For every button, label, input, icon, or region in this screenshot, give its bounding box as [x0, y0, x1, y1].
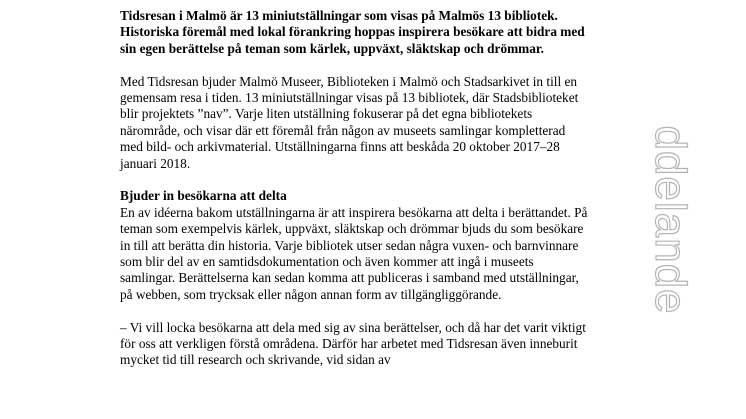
vertical-side-label: ddelande — [646, 125, 695, 315]
body-paragraph-2: En av idéerna bakom utställningarna är att inspirera besökarna att delta i berättandet. På teman som exempelvis kärlek, uppväxt, släktskap och drömmar bjuds du som besökare in till att berätta din historia. Varje bibliotek utser sedan några vuxen- och barnvinnare som blir del av en samtidsdokumentation och även kommer att ingå i museets samlingar. Berättelserna kan sedan komma att publiceras i samband med utställningar, på webben, som trycksak eller någon annan form av tillgängliggörande. — [120, 204, 588, 302]
section-heading: Bjuder in besökarna att delta — [120, 188, 287, 204]
body-paragraph-3: – Vi vill locka besökarna att dela med sig av sina berättelser, och då har det varit viktigt för oss att verkligen förstå områdena. Därför har arbetet med Tidsresan även inneburit mycket tid till research och skrivande, vid sidan av — [120, 319, 586, 368]
press-release-body — [120, 8, 590, 369]
lead-paragraph: Tidsresan i Malmö är 13 miniutställningar som visas på Malmös 13 bibliotek. Historiska föremål med lokal förankring hoppas inspirera besökare att bidra med sin egen berättelse på teman som kärlek, uppväxt, släktskap och drömmar. — [120, 8, 585, 56]
body-paragraph-1: Med Tidsresan bjuder Malmö Museer, Biblioteken i Malmö och Stadsarkivet in till en gemensam resa i tiden. 13 miniutställningar visas på 13 bibliotek, där Stadsbiblioteket blir projektets ”nav”. Varje liten utställning fokuserar på det egna bibliotekets närområde, och visar där ett föremål från någon av museets samlingar kompletterad med bild- och arkivmaterial. Utställningarna finns att beskåda 20 oktober 2017–28 januari 2018. — [120, 73, 579, 171]
